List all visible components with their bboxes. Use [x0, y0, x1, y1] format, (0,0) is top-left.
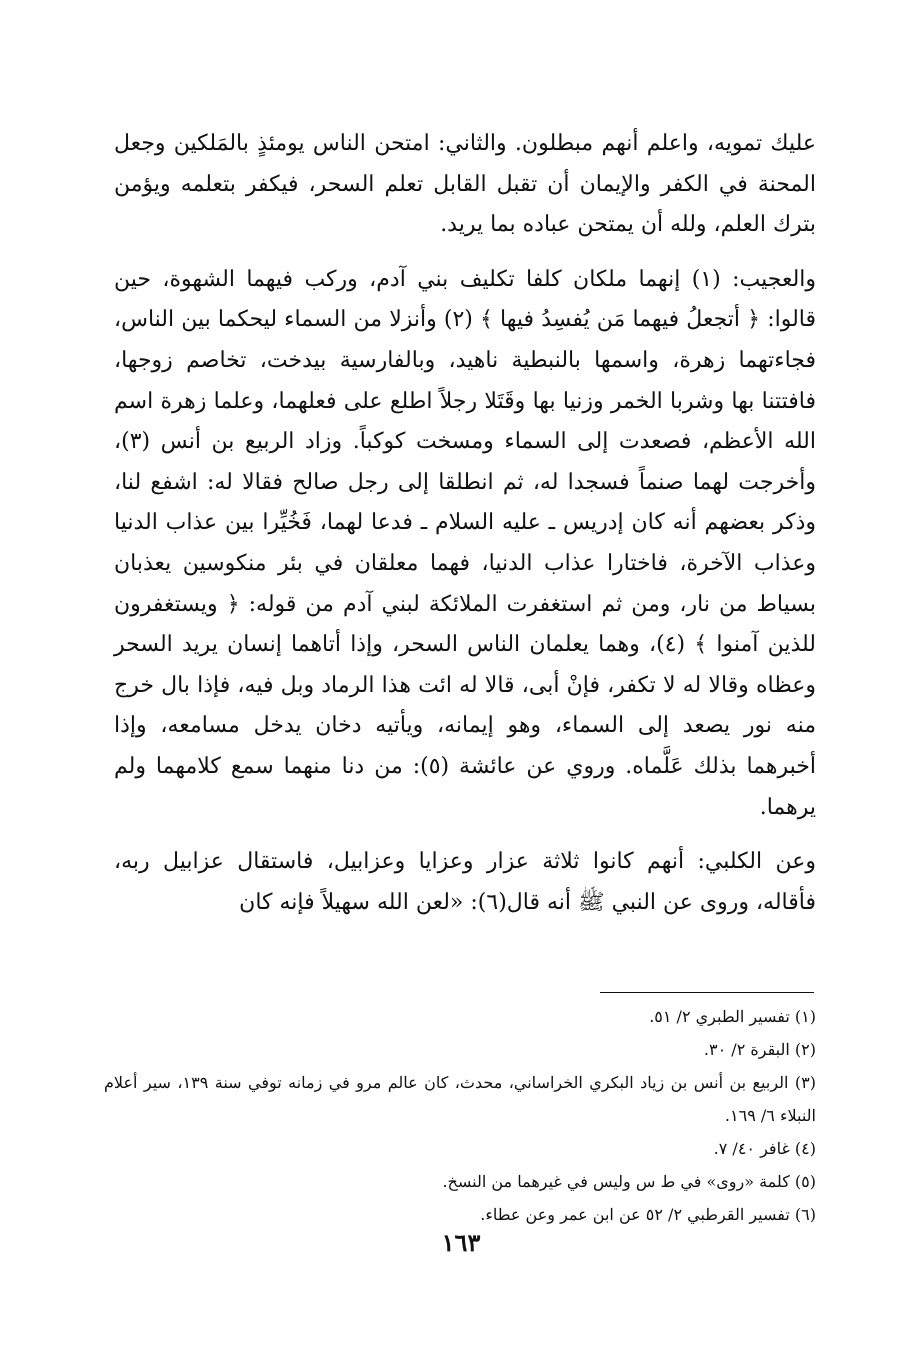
paragraph: عليك تمويه، واعلم أنهم مبطلون. والثاني: امتحن الناس يومئذٍ بالمَلكين وجعل المحنة في الكفر والإيمان أن تقبل القابل تعلم السحر، فيكفر بتعلمه ويؤمن بترك العلم، ولله أن يمتحن عباده بما يريد. [114, 131, 816, 238]
footnote: (٣) الربيع بن أنس بن زياد البكري الخراساني، محدث، كان عالم مرو في زمانه توفي سنة ١٣٩، سير أعلام النبلاء ٦/ ١٦٩. [104, 1073, 816, 1125]
page-number: ١٦٣ [441, 1228, 481, 1257]
footnote: (١) تفسير الطبري ٢/ ٥١. [649, 1007, 816, 1026]
footnote: (٦) تفسير القرطبي ٢/ ٥٢ عن ابن عمر وعن عطاء. [480, 1205, 816, 1224]
paragraph: وعن الكلبي: أنهم كانوا ثلاثة عزار وعزايا وعزابيل، فاستقال عزابيل ربه، فأقاله، وروى عن النبي ﷺ أنه قال(٦): «لعن الله سهيلاً فإنه كان [114, 849, 816, 915]
footnote-divider [600, 992, 814, 993]
footnotes [104, 1000, 816, 1231]
main-text [114, 124, 816, 923]
footnote: (٥) كلمة «روى» في ط س وليس في غيرهما من النسخ. [442, 1172, 816, 1191]
footnote: (٤) غافر ٤٠/ ٧. [713, 1139, 816, 1158]
paragraph: والعجيب: (١) إنهما ملكان كلفا تكليف بني آدم، وركب فيهما الشهوة، حين قالوا: ﴿ أتجعلُ فيهما مَن يُفسِدُ فيها ﴾ (٢) وأنزلا من السماء ليحكما بين الناس، فجاءتهما زهرة، واسمها بالنبطية ناهيد، وبالفارسية بيدخت، تخاصم زوجها، فافتتنا بها وشربا الخمر وزنيا بها وقَتَلا رجلاً اطلع على فعلهما، وعلما زهرة اسم الله الأعظم، فصعدت إلى السماء ومسخت كوكباً. وزاد الربيع بن أنس (٣)، وأخرجت لهما صنماً فسجدا له، ثم انطلقا إلى رجل صالح فقالا له: اشفع لنا، وذكر بعضهم أنه كان إدريس ـ عليه السلام ـ فدعا لهما، فَخُيِّرا بين عذاب الدنيا وعذاب الآخرة، فاختارا عذاب الدنيا، فهما معلقان في بئر منكوسين يعذبان بسياط من نار، ومن ثم استغفرت الملائكة لبني آدم من قوله: ﴿ ويستغفرون للذين آمنوا ﴾ (٤)، وهما يعلمان الناس السحر، وإذا أتاهما إنسان يريد السحر وعظاه وقالا له لا تكفر، فإنْ أبى، قالا له ائت هذا الرماد وبل فيه، فإذا بال خرج منه نور يصعد إلى السماء، وهو إيمانه، ويأتيه دخان يدخل مسامعه، وإذا أخبرهما بذلك عَلَّماه. وروي عن عائشة (٥): من دنا منهما سمع كلامهما ولم يرهما. [114, 266, 817, 820]
footnote: (٢) البقرة ٢/ ٣٠. [703, 1040, 816, 1059]
